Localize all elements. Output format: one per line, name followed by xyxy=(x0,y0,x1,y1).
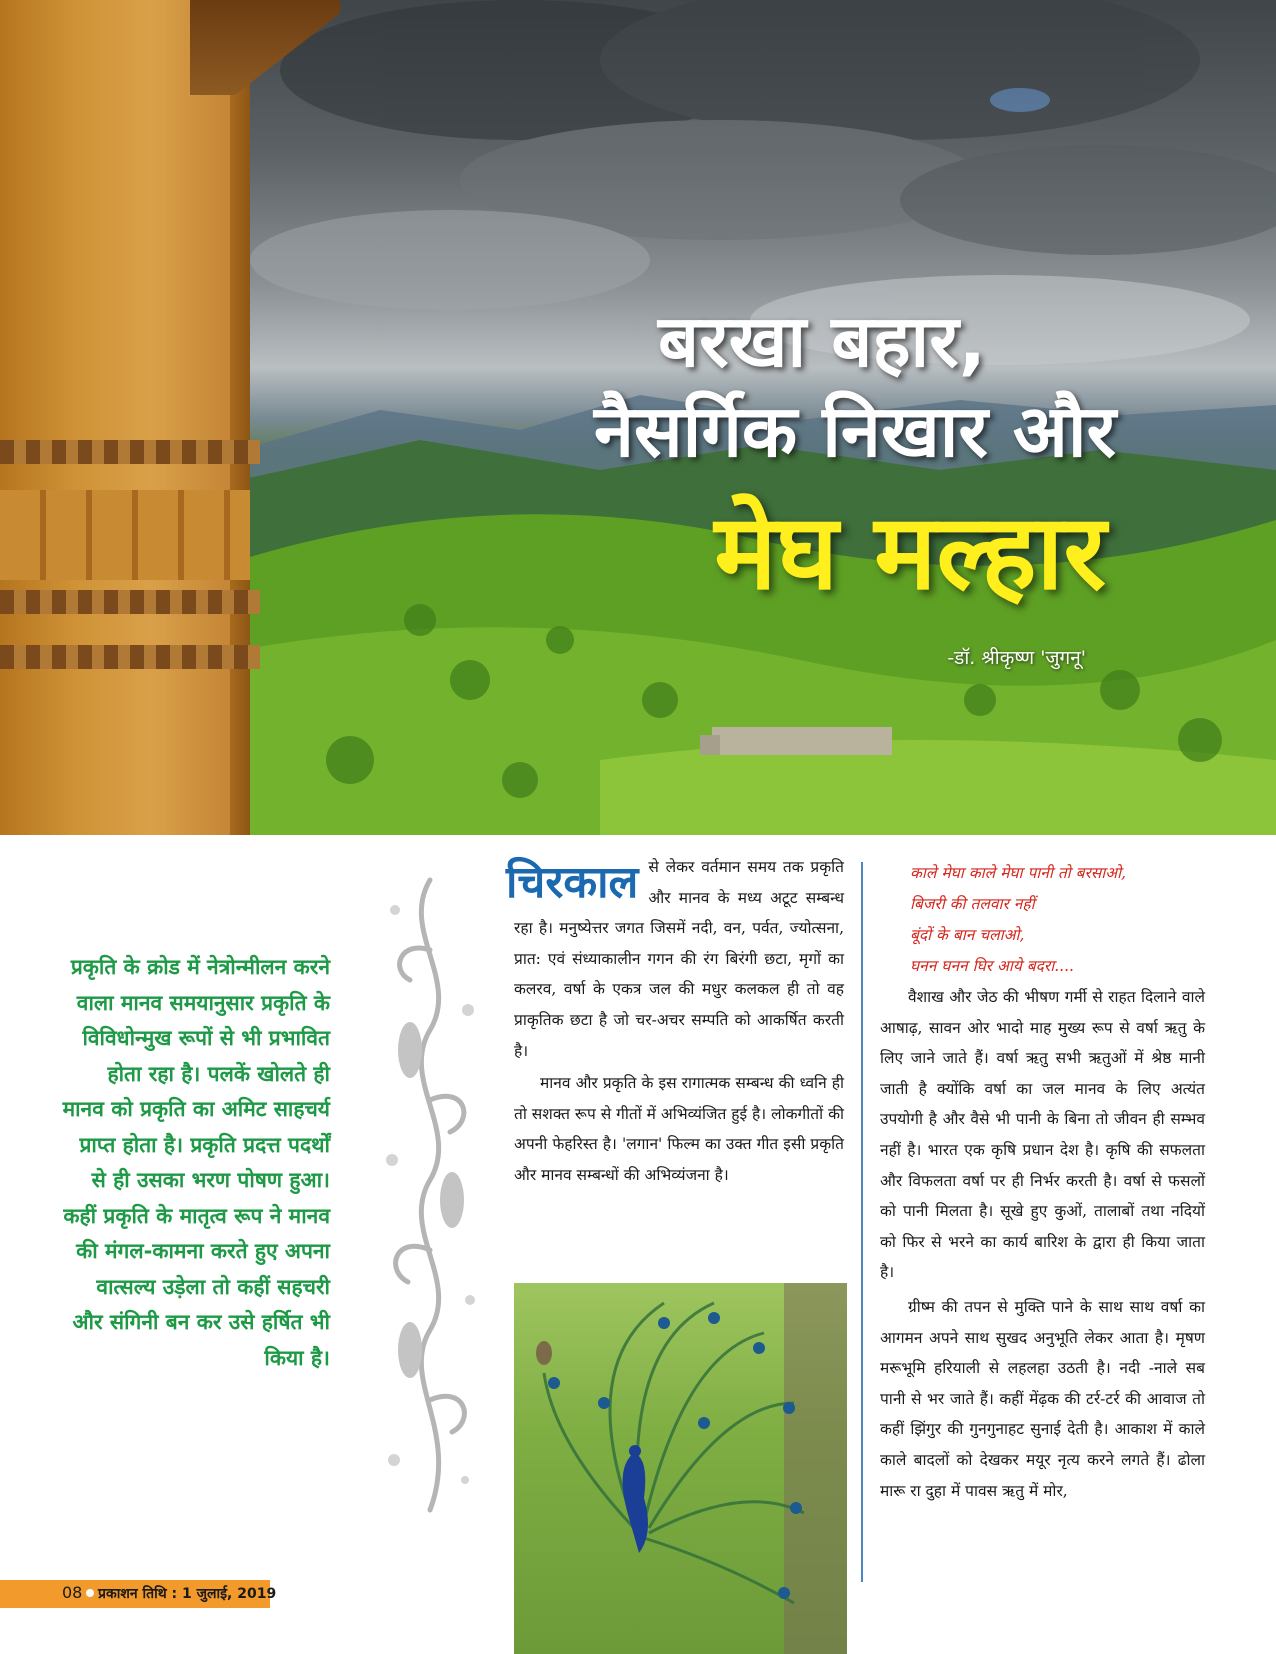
fort-wall-edge xyxy=(230,0,250,835)
column-divider xyxy=(861,862,863,1582)
article-column-3 xyxy=(880,982,1205,1506)
lyric-line: बिजरी की तलवार नहीं xyxy=(910,895,1035,913)
wall-panel xyxy=(0,490,250,580)
fort-wall xyxy=(0,0,250,835)
column2-paragraph-2: मानव और प्रकृति के इस रागात्मक सम्बन्ध की ध्वनि ही तो सशक्त रूप से गीतों में अभिव्यंजित हुई है। लोकगीतों की अपनी फेहरिस्त है। 'लगान' फिल्म का उक्त गीत इसी प्रकृति और मानव सम्बन्धों की अभिव्यंजना है। xyxy=(514,1074,844,1184)
peacock-photo xyxy=(514,1283,847,1654)
title-line-3: मेघ मल्हार xyxy=(714,491,1106,613)
wall-band xyxy=(0,440,260,464)
dropcap-word: चिरकाल xyxy=(506,857,639,908)
wall-band xyxy=(0,645,260,669)
title-line-1: बरखा बहार, xyxy=(658,299,986,383)
floral-ornament xyxy=(380,870,480,1520)
column2-paragraph-1: से लेकर वर्तमान समय तक प्रकृति और मानव के मध्य अटूट सम्बन्ध रहा है। मनुष्येत्तर जगत जिसमें नदी, वन, पर्वत, ज्योत्सना, प्रात: एवं संध्याकालीन गगन की रंग बिरंगी छटा, मृगों का कलरव, वर्षा के एकत्र जल की मधुर कलकल ही तो वह प्राकृतिक छटा है जो चर-अचर सम्पति को आकर्षित करती है। xyxy=(514,858,844,1060)
peacock-illustration xyxy=(514,1283,847,1654)
lyric-line: बूंदों के बान चलाओ, xyxy=(910,926,1025,944)
page-number: 08 xyxy=(62,1583,83,1602)
song-lyrics xyxy=(910,858,1126,982)
lyric-line: काले मेघा काले मेघा पानी तो बरसाओ, xyxy=(910,864,1127,882)
lyric-line: घनन घनन घिर आये बदरा.... xyxy=(910,957,1074,975)
publication-date: प्रकाशन तिथि : 1 जुलाई, 2019 xyxy=(98,1586,277,1602)
footer-bullet-icon xyxy=(86,1589,94,1597)
article-column-2 xyxy=(506,852,844,1191)
column3-paragraph-1: वैशाख और जेठ की भीषण गर्मी से राहत दिलाने वाले आषाढ़, सावन ओर भादो माह मुख्य रूप से वर्षा ऋतु के लिए जाने जाते हैं। वर्षा ऋतु सभी ऋतुओं में श्रेष्ठ मानी जाती है क्योंकि वर्षा का जल मानव के लिए अत्यंत उपयोगी है और वैसे भी पानी के बिना तो जीवन ही सम्भव नहीं है। भारत एक कृषि प्रधान देश है। कृषि की सफलता और विफलता वर्षा पर ही निर्भर करती है। वर्षा से फसलों को पानी मिलता है। सूखे हुए कुओं, तालाबों तथा नदियों को फिर से भरने का कार्य बारिश के द्वारा ही किया जाता है। xyxy=(880,988,1205,1282)
column3-paragraph-2: ग्रीष्म की तपन से मुक्ति पाने के साथ साथ वर्षा का आगमन अपने साथ सुखद अनुभूति लेकर आता है। मृषण मरूभूमि हरियाली से लहलहा उठती है। नदी -नाले सब पानी से भर जाते हैं। कहीं मेंढ़क की टर्र-टर्र की आवाज तो कहीं झिंगुर की गुनगुनाहट सुनाई देती है। आकाश में काले काले बादलों को देखकर मयूर नृत्य करने लगते हैं। ढोला मारू रा दुहा में पावस ऋतु में मोर, xyxy=(880,1297,1205,1500)
author-byline: -डॉ. श्रीकृष्ण 'जुगनू' xyxy=(947,647,1086,669)
pull-quote: प्रकृति के क्रोड में नेत्रोन्मीलन करने वाला मानव समयानुसार प्रकृति के विविधोन्मुख रूपों से भी प्रभावित होता रहा है। पलकें खोलते ही मानव को प्रकृति का अमिट साहचर्य प्राप्त होता है। प्रकृति प्रदत्त पदर्थों से ही उसका भरण पोषण हुआ। कहीं प्रकृति के मातृत्व रूप ने मानव की मंगल-कामना करते हुए अपना वात्सल्य उड़ेला तो कहीं सहचरी और संगिनी बन कर उसे हर्षित भी किया है। xyxy=(62,955,330,1370)
wall-band xyxy=(0,590,260,614)
title-line-2: नैसर्गिक निखार और xyxy=(594,389,1116,473)
